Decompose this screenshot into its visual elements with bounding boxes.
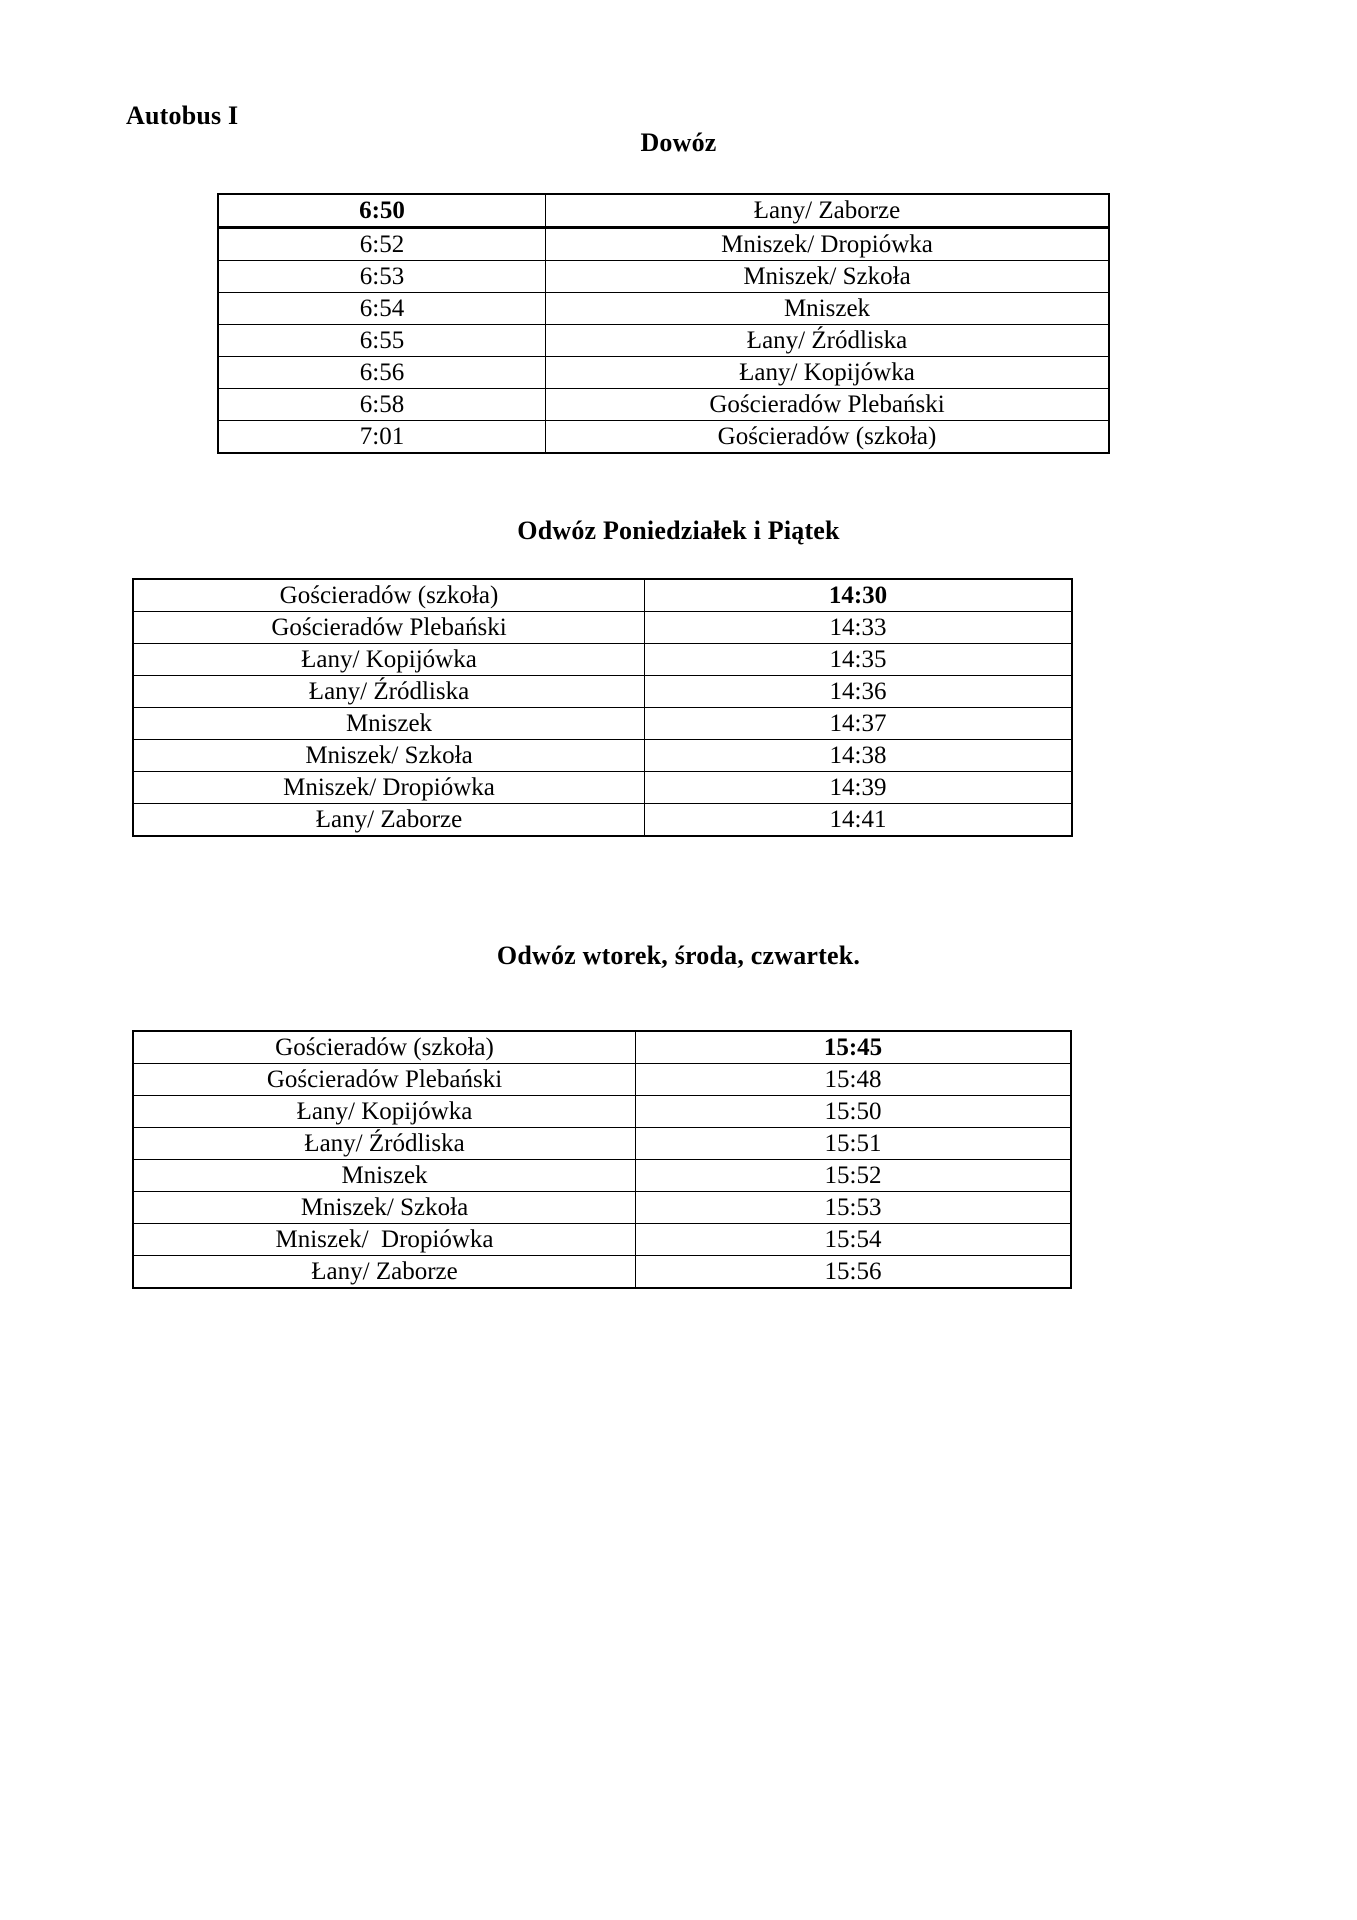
table-row	[218, 194, 1109, 228]
section-heading-dowoz: Dowóz	[640, 128, 717, 157]
stop-cell: Mniszek	[133, 1160, 636, 1192]
table-row	[218, 389, 1109, 421]
time-cell: 6:53	[218, 261, 546, 293]
table-row	[133, 1224, 1071, 1256]
table-row	[133, 1128, 1071, 1160]
odwoz-wt-sr-cz-table	[132, 1030, 1072, 1289]
section-heading-odwoz-pon-pt: Odwóz Poniedziałek i Piątek	[517, 516, 840, 545]
table-row	[133, 1064, 1071, 1096]
table-row	[133, 740, 1072, 772]
time-cell: 15:51	[636, 1128, 1072, 1160]
time-cell: 7:01	[218, 421, 546, 454]
table-row	[218, 261, 1109, 293]
table-row	[218, 228, 1109, 261]
stop-cell: Mniszek/ Dropiówka	[133, 772, 645, 804]
time-cell: 14:36	[645, 676, 1073, 708]
table-row	[133, 644, 1072, 676]
table-row	[133, 676, 1072, 708]
time-cell: 14:35	[645, 644, 1073, 676]
stop-cell: Łany/ Źródliska	[546, 325, 1110, 357]
stop-cell: Gościeradów (szkoła)	[133, 1031, 636, 1064]
table-row	[133, 612, 1072, 644]
table-row	[218, 357, 1109, 389]
table-row	[133, 1160, 1071, 1192]
table-row	[133, 1031, 1071, 1064]
stop-cell: Mniszek/ Szkoła	[546, 261, 1110, 293]
time-cell: 15:52	[636, 1160, 1072, 1192]
odwoz-pon-pt-table	[132, 578, 1073, 837]
page-title: Autobus I	[126, 101, 239, 130]
time-cell: 15:54	[636, 1224, 1072, 1256]
time-cell: 14:41	[645, 804, 1073, 837]
time-cell: 15:48	[636, 1064, 1072, 1096]
stop-cell: Łany/ Zaborze	[133, 1256, 636, 1289]
table-row	[133, 1256, 1071, 1289]
section-heading-odwoz-wt-sr-cz: Odwóz wtorek, środa, czwartek.	[496, 941, 861, 970]
time-cell: 6:58	[218, 389, 546, 421]
time-cell: 15:45	[636, 1031, 1072, 1064]
stop-cell: Łany/ Kopijówka	[546, 357, 1110, 389]
time-cell: 14:39	[645, 772, 1073, 804]
table-row	[133, 579, 1072, 612]
stop-cell: Mniszek	[546, 293, 1110, 325]
stop-cell: Gościeradów Plebański	[133, 1064, 636, 1096]
stop-cell: Gościeradów (szkoła)	[133, 579, 645, 612]
time-cell: 15:53	[636, 1192, 1072, 1224]
stop-cell: Gościeradów (szkoła)	[546, 421, 1110, 454]
table-row	[133, 1096, 1071, 1128]
table-row	[133, 804, 1072, 837]
time-cell: 14:37	[645, 708, 1073, 740]
table-row	[218, 293, 1109, 325]
stop-cell: Mniszek/ Dropiówka	[546, 228, 1110, 261]
time-cell: 6:56	[218, 357, 546, 389]
table-row	[218, 325, 1109, 357]
table-row	[133, 708, 1072, 740]
time-cell: 14:33	[645, 612, 1073, 644]
stop-cell: Łany/ Źródliska	[133, 676, 645, 708]
table-row	[133, 772, 1072, 804]
stop-cell: Mniszek/ Dropiówka	[133, 1224, 636, 1256]
time-cell: 14:30	[645, 579, 1073, 612]
table-row	[133, 1192, 1071, 1224]
stop-cell: Łany/ Kopijówka	[133, 644, 645, 676]
time-cell: 6:55	[218, 325, 546, 357]
stop-cell: Łany/ Zaborze	[546, 194, 1110, 228]
stop-cell: Gościeradów Plebański	[133, 612, 645, 644]
stop-cell: Mniszek/ Szkoła	[133, 1192, 636, 1224]
stop-cell: Mniszek	[133, 708, 645, 740]
time-cell: 6:52	[218, 228, 546, 261]
stop-cell: Mniszek/ Szkoła	[133, 740, 645, 772]
time-cell: 14:38	[645, 740, 1073, 772]
time-cell: 15:50	[636, 1096, 1072, 1128]
stop-cell: Łany/ Źródliska	[133, 1128, 636, 1160]
table-row	[218, 421, 1109, 454]
stop-cell: Łany/ Zaborze	[133, 804, 645, 837]
time-cell: 6:50	[218, 194, 546, 228]
stop-cell: Łany/ Kopijówka	[133, 1096, 636, 1128]
time-cell: 6:54	[218, 293, 546, 325]
time-cell: 15:56	[636, 1256, 1072, 1289]
dowoz-table	[217, 193, 1110, 454]
stop-cell: Gościeradów Plebański	[546, 389, 1110, 421]
